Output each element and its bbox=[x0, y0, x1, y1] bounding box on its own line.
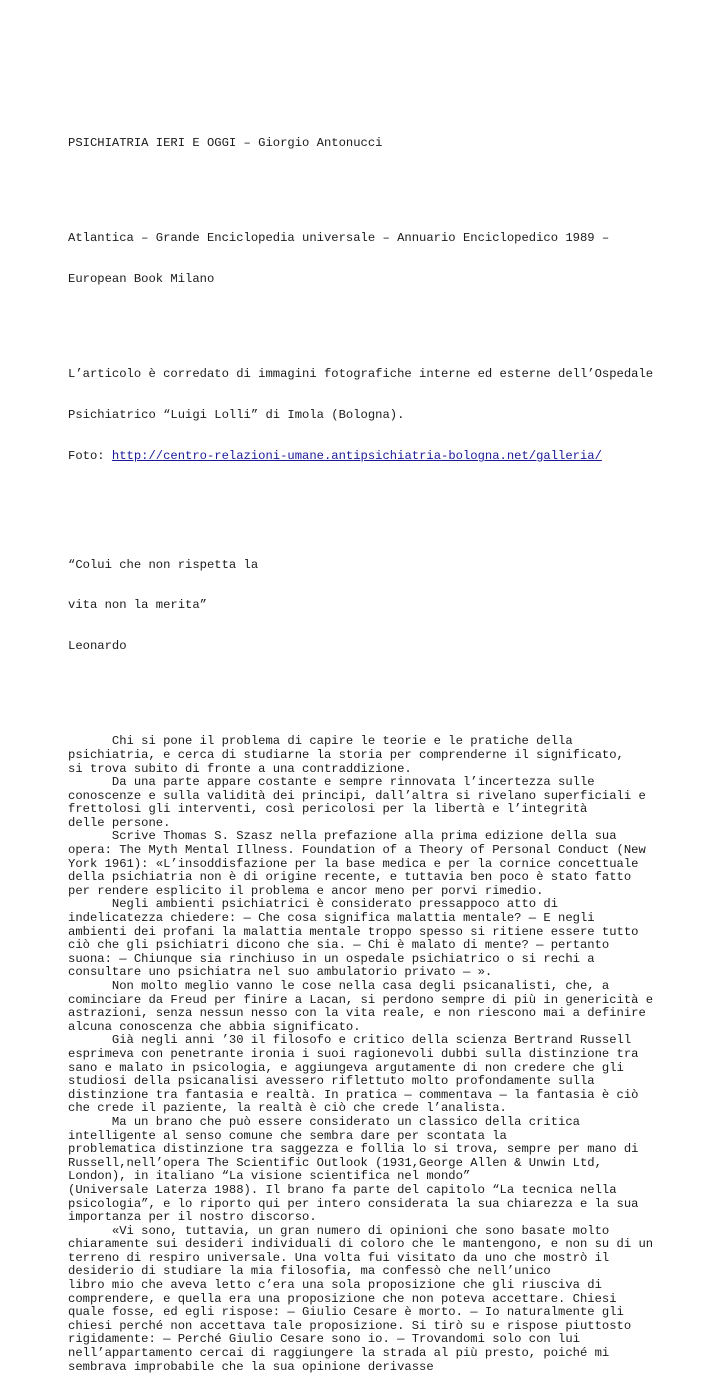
body-line: Da una parte appare costante e sempre rinnovata l’incertezza sulle bbox=[68, 775, 595, 790]
body-line: Scrive Thomas S. Szasz nella prefazione alla prima edizione della sua bbox=[68, 829, 617, 844]
spacer bbox=[68, 314, 668, 328]
body-line: Ma un brano che può essere considerato un classico della critica bbox=[68, 1114, 580, 1129]
body-line: rigidamente: — Perché Giulio Cesare sono io. — Trovandomi solo con lui bbox=[68, 1332, 580, 1347]
body-line: chiesi perché non accettava tale proposizione. Si tirò su e rispose piuttosto bbox=[68, 1318, 632, 1333]
body-line: sano e malato in psicologia, e aggiungeva argutamente di non credere che gli bbox=[68, 1060, 624, 1075]
body-line: London), in italiano “La visione scientifica nel mondo” bbox=[68, 1169, 471, 1184]
body-line: opera: The Myth Mental Illness. Foundation of a Theory of Personal Conduct (New bbox=[68, 843, 646, 858]
document-title: PSICHIATRIA IERI E OGGI – Giorgio Antonucci bbox=[68, 136, 383, 151]
body-line: chiaramente sui desideri individuali di coloro che le mantengono, e non su di un bbox=[68, 1237, 654, 1252]
source-line-1: Atlantica – Grande Enciclopedia universale – Annuario Enciclopedico 1989 – bbox=[68, 231, 610, 246]
photo-line bbox=[68, 450, 668, 464]
body-line: problematica distinzione tra saggezza e follia lo si trova, sempre per mano di bbox=[68, 1142, 639, 1157]
body-line: Chi si pone il problema di capire le teorie e le pratiche della bbox=[68, 734, 573, 749]
spacer bbox=[68, 178, 668, 192]
spacer bbox=[68, 681, 668, 695]
body-line: distinzione tra fantasia e realtà. In pratica — commentava — la fantasia è ciò bbox=[68, 1087, 639, 1102]
body-line: York 1961): «L’insoddisfazione per la base medica e per la cornice concettuale bbox=[68, 856, 639, 871]
body-line: astrazioni, senza nessun nesso con la vita reale, e non riescono mai a definire bbox=[68, 1006, 646, 1021]
body-line: si trova subito di fronte a una contraddizione. bbox=[68, 761, 412, 776]
body-line: intelligente al senso comune che sembra dare per scontata la bbox=[68, 1128, 507, 1143]
body-line: Già negli anni ’30 il filosofo e critico della scienza Bertrand Russell bbox=[68, 1033, 632, 1048]
photo-gallery-link[interactable]: http://centro-relazioni-umane.antipsichiatria-bologna.net/galleria/ bbox=[111, 448, 602, 463]
body-line: cominciare da Freud per finire a Lacan, si perdono sempre di più in genericità e bbox=[68, 992, 654, 1007]
epigraph-author: Leonardo bbox=[68, 639, 127, 654]
body-line: ambienti dei profani la malattia mentale troppo spesso si ritiene essere tutto bbox=[68, 924, 639, 939]
body-line: (Universale Laterza 1988). Il brano fa parte del capitolo “La tecnica nella bbox=[68, 1182, 617, 1197]
body-line: studiosi della psicanalisi avessero riflettuto molto profondamente sulla bbox=[68, 1074, 595, 1089]
epigraph-line-2: vita non la merita” bbox=[68, 598, 207, 613]
body-line: importanza per il nostro discorso. bbox=[68, 1210, 317, 1225]
body-line: libro mio che aveva letto c’era una sola proposizione che gli riusciva di bbox=[68, 1278, 602, 1293]
body-line: alcuna conoscenza che abbia significato. bbox=[68, 1019, 361, 1034]
body-line: terreno di respiro universale. Una volta fui visitato da uno che mostrò il bbox=[68, 1250, 610, 1265]
body-line: consultare uno psichiatra nel suo ambulatorio privato — ». bbox=[68, 965, 493, 980]
note-line-1: L’articolo è corredato di immagini fotografiche interne ed esterne dell’Ospedale bbox=[68, 367, 654, 382]
body-line: nell’appartamento cercai di raggiungere la strada al più presto, poiché mi bbox=[68, 1346, 610, 1361]
body-line: ciò che gli psichiatri dicono che sia. — Chi è malato di mente? — pertanto bbox=[68, 938, 610, 953]
body-line: Russell,nell’opera The Scientific Outlook (1931,George Allen & Unwin Ltd, bbox=[68, 1155, 602, 1170]
body-line: desiderio di studiare la mia filosofia, ma confessò che nell’unico bbox=[68, 1264, 551, 1279]
body-line: sembrava improbabile che la sua opinione derivasse bbox=[68, 1359, 434, 1374]
body-line: comprendere, e quella era una proposizione che non poteva accettare. Chiesi bbox=[68, 1291, 617, 1306]
epigraph-line-1: “Colui che non rispetta la bbox=[68, 557, 259, 572]
body-line: conoscenze e sulla validità dei principi, dall’altra si rivelano superficiali e bbox=[68, 788, 646, 803]
body-line: Non molto meglio vanno le cose nella casa degli psicanalisti, che, a bbox=[68, 979, 610, 993]
note-line-2: Psichiatrico “Luigi Lolli” di Imola (Bologna). bbox=[68, 408, 405, 423]
body-line: della psichiatria non è di origine recente, e tuttavia ben poco è stato fatto bbox=[68, 870, 632, 885]
body-line: delle persone. bbox=[68, 815, 171, 830]
body-line: suona: — Chiunque sia rinchiuso in un ospedale psichiatrico o si rechi a bbox=[68, 951, 595, 966]
body-line: esprimeva con penetrante ironia i suoi ragionevoli dubbi sulla distinzione tra bbox=[68, 1046, 639, 1061]
spacer bbox=[68, 491, 668, 518]
body-line: indelicatezza chiedere: — Che cosa significa malattia mentale? — E negli bbox=[68, 911, 595, 926]
photo-prefix: Foto: bbox=[68, 448, 112, 463]
body-line: che crede il paziente, la realtà è ciò che crede l’analista. bbox=[68, 1101, 507, 1116]
body-line: per rendere esplicito il problema e ancor meno per porvi rimedio. bbox=[68, 883, 544, 898]
body-line: psichiatria, e cerca di studiarne la storia per comprenderne il significato, bbox=[68, 747, 624, 762]
body-line: frettolosi gli interventi, così pericolosi per la libertà e l’integrità bbox=[68, 802, 588, 817]
body-line: quale fosse, ed egli rispose: — Giulio Cesare è morto. — Io naturalmente gli bbox=[68, 1305, 624, 1320]
document-page bbox=[68, 110, 668, 1388]
body-line: psicologia”, e lo riporto qui per intero considerata la sua chiarezza e la sua bbox=[68, 1196, 639, 1211]
body-text bbox=[68, 735, 668, 1374]
body-line: «Vi sono, tuttavia, un gran numero di opinioni che sono basate molto bbox=[68, 1223, 610, 1238]
body-line: Negli ambienti psichiatrici è considerato pressappoco atto di bbox=[68, 897, 559, 912]
source-line-2: European Book Milano bbox=[68, 272, 215, 287]
